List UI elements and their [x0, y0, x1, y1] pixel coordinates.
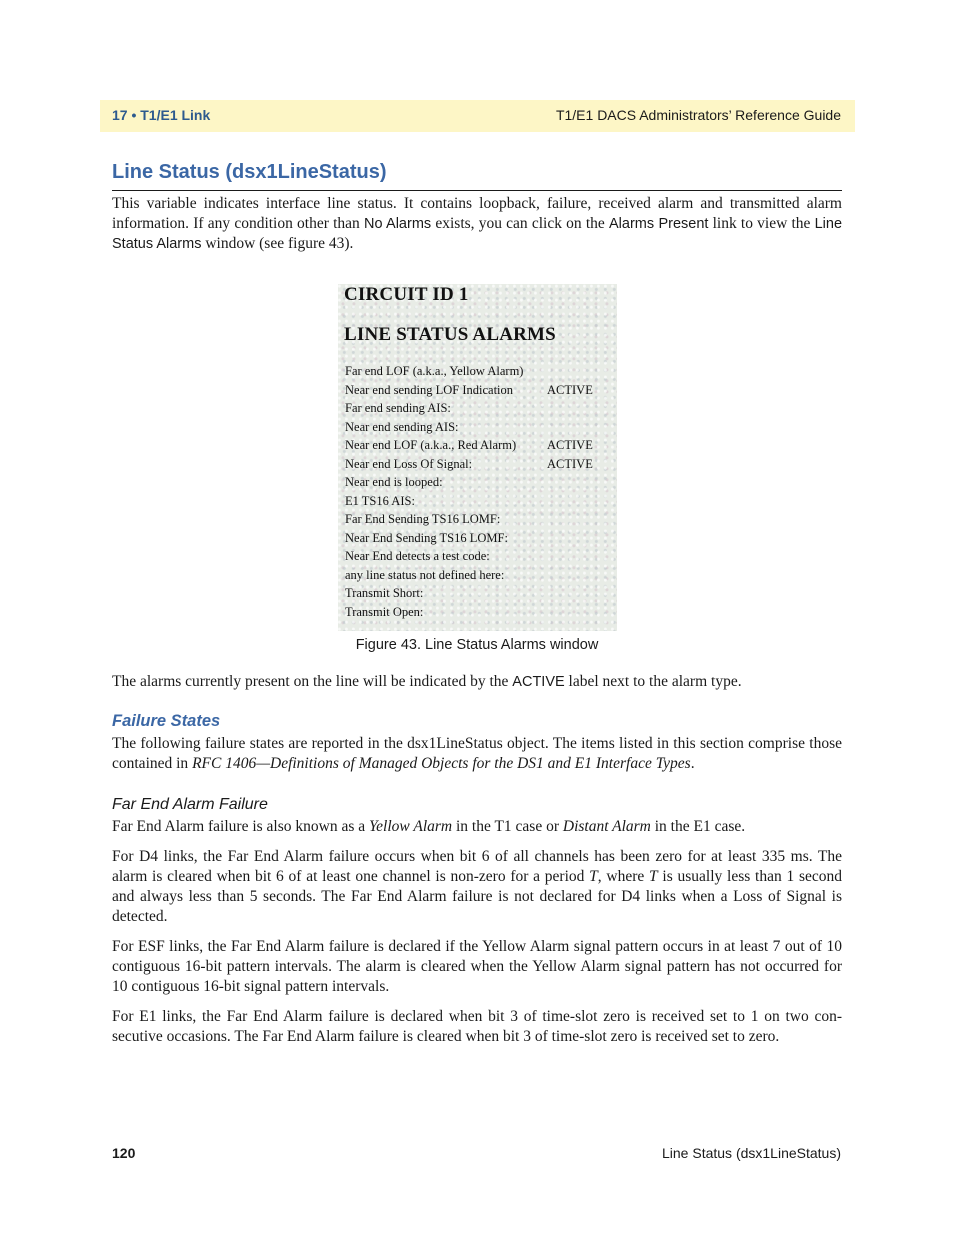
- alarm-name: Far end sending AIS:: [345, 401, 451, 415]
- alarm-status: [547, 512, 607, 531]
- alarm-name: Transmit Open:: [345, 604, 424, 619]
- alarm-name: Near end sending AIS:: [345, 419, 459, 434]
- alarm-row: [345, 494, 615, 513]
- alarm-status: [547, 531, 607, 550]
- rfc-reference: RFC 1406—Definitions of Managed Objects for the DS1 and E1 Interface Types: [192, 755, 691, 772]
- alarm-status: ACTIVE: [547, 382, 593, 397]
- far-end-paragraph-3: For ESF links, the Far End Alarm failure is declared if the Yellow Alarm signal pattern occurs in at least 7 out of 10 contiguous 16-bit pattern intervals. The alarm is cleared when the Yellow Alarm signal pattern has not occurred for 10 contiguous 16-bit signal pattern intervals.: [112, 938, 842, 995]
- alarm-row: [345, 364, 615, 383]
- failure-states-heading: Failure States: [112, 712, 221, 730]
- alarm-status: [547, 475, 607, 494]
- alarm-name: any line status not defined here:: [345, 567, 505, 582]
- alarm-row: [345, 475, 615, 494]
- alarm-row: [345, 512, 615, 531]
- alarm-name: Near end Loss Of Signal:: [345, 456, 473, 471]
- alarm-name: Far end LOF (a.k.a., Yellow Alarm): [345, 364, 524, 378]
- far-end-paragraph-2: For D4 links, the Far End Alarm failure occurs when bit 6 of all channels has been zero for at least 335 ms. The alarm is cleared when bit 6 of at least one channel is non-zero for a period T, where T is usually less than 1 second and always less than 5 seconds. The Far End Alarm failure is not declared for D4 links when a Loss of Signal is detected.: [112, 848, 842, 925]
- alarm-name: Near End detects a test code:: [345, 549, 490, 563]
- alarm-name: Near end sending LOF Indication: [345, 382, 514, 397]
- no-alarms-term: No Alarms: [363, 216, 432, 232]
- figure-caption: Figure 43. Line Status Alarms window: [355, 637, 599, 653]
- alarm-row: [345, 531, 615, 550]
- section-title: Line Status (dsx1LineStatus): [112, 161, 387, 183]
- alarm-name: Near End Sending TS16 LOMF:: [345, 530, 508, 545]
- chapter-label: 17 • T1/E1 Link: [112, 107, 211, 123]
- title-divider: [112, 190, 842, 191]
- intro-paragraph: This variable indicates interface line status. It contains loopback, failure, received alarm and transmitted alarm information. If any condition other than No Alarms exists, you can click on the Alarms Present link to view the Line Status Alarms window (see figure 43).: [112, 195, 843, 252]
- alarm-status: [547, 605, 607, 624]
- line-status-alarms-term: Line Status Alarms: [112, 216, 843, 252]
- circuit-id-heading: CIRCUIT ID 1: [344, 284, 469, 305]
- alarm-name: E1 TS16 AIS:: [345, 493, 415, 508]
- alarm-status: [547, 568, 607, 587]
- far-end-alarm-heading: Far End Alarm Failure: [112, 796, 268, 813]
- alarm-row: [345, 586, 615, 605]
- alarm-status: [547, 586, 607, 605]
- alarm-status: [547, 401, 607, 420]
- alarm-row: [345, 401, 615, 420]
- active-term: ACTIVE: [512, 674, 565, 690]
- alarm-status: [547, 420, 607, 439]
- alarm-status: ACTIVE: [547, 456, 593, 471]
- alarm-row: [345, 568, 615, 587]
- alarm-row: [345, 383, 615, 402]
- alarm-name: Far End Sending TS16 LOMF:: [345, 512, 501, 526]
- alarms-present-link-term: Alarms Present: [608, 216, 709, 232]
- alarm-status: ACTIVE: [547, 438, 593, 452]
- alarm-status: [547, 364, 607, 383]
- alarm-list: [345, 364, 615, 623]
- alarm-status: [547, 494, 607, 513]
- far-end-paragraph-4: For E1 links, the Far End Alarm failure is declared when bit 3 of time-slot zero is received set to 1 on two consecutive occasions. The Far End Alarm failure is cleared when bit 3 of time-slot zero is received set to zero.: [112, 1008, 842, 1045]
- page-number: 120: [112, 1145, 136, 1161]
- alarm-row: [345, 549, 615, 568]
- line-status-alarms-heading: LINE STATUS ALARMS: [344, 324, 556, 345]
- alarm-name: Near end is looped:: [345, 475, 443, 489]
- alarm-row: [345, 438, 615, 457]
- alarm-status: [547, 549, 607, 568]
- alarm-row: [345, 605, 615, 624]
- alarm-row: [345, 457, 615, 476]
- alarm-name: Near end LOF (a.k.a., Red Alarm): [345, 438, 517, 452]
- footer-section-ref: Line Status (dsx1LineStatus): [662, 1145, 841, 1161]
- alarm-name: Transmit Short:: [345, 586, 424, 600]
- failure-states-paragraph: The following failure states are reported in the dsx1LineStatus object. The items listed in this section comprise those contained in RFC 1406—Definitions of Managed Objects for the DS1 and E1 Interface Types.: [112, 735, 842, 772]
- line-status-alarms-window: [338, 284, 617, 631]
- alarm-row: [345, 420, 615, 439]
- guide-title: T1/E1 DACS Administrators’ Reference Guide: [555, 107, 841, 123]
- running-header: [100, 100, 855, 132]
- far-end-paragraph-1: Far End Alarm failure is also known as a Yellow Alarm in the T1 case or Distant Alarm in the E1 case.: [112, 818, 746, 835]
- alarms-note-paragraph: The alarms currently present on the line will be indicated by the ACTIVE label next to the alarm type.: [112, 673, 742, 690]
